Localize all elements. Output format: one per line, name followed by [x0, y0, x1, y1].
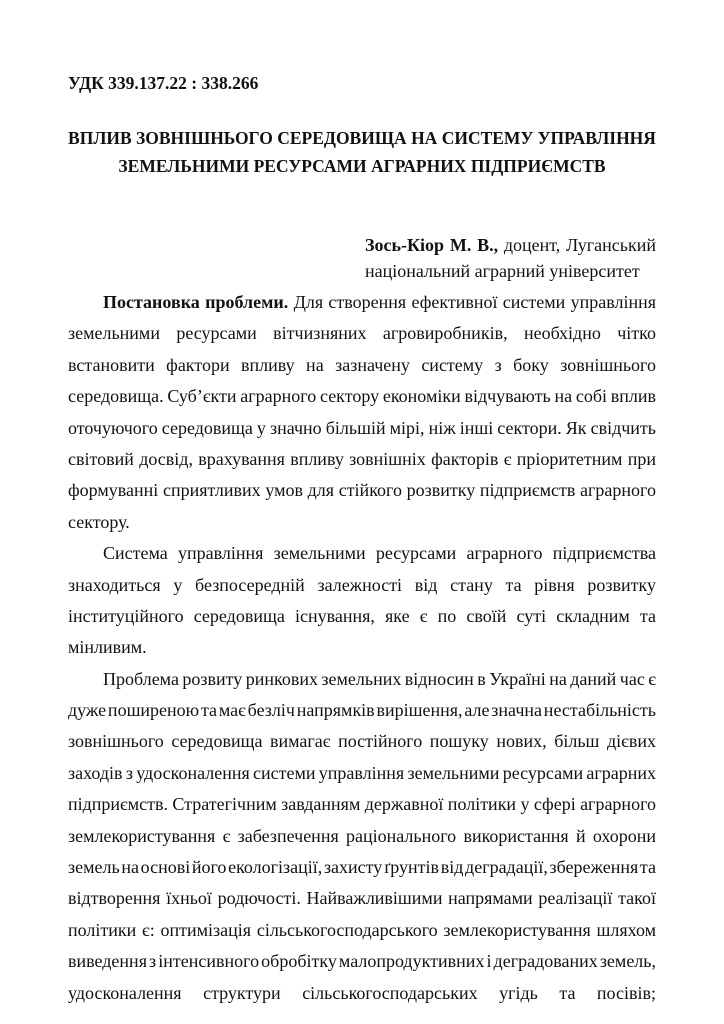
paragraph-line: формуванні сприятливих умов для стійкого розвитку підприємств аграрного: [68, 480, 656, 501]
paragraph-line: удосконалення структури сільськогосподарських угідь та посівів;: [68, 982, 656, 1003]
paragraph-line: інституційного середовища існування, яке є по своїй суті складним та: [68, 605, 656, 626]
paragraph-line: середовища. Суб’єкти аграрного сектору економіки відчувають на собі вплив: [68, 386, 656, 407]
paragraph-line: підприємств. Стратегічним завданням державної політики у сфері аграрного: [68, 794, 656, 815]
title-line: ВПЛИВ ЗОВНІШНЬОГО СЕРЕДОВИЩА НА СИСТЕМУ УПРАВЛІННЯ: [68, 128, 656, 148]
paragraph-land-relations: [68, 664, 656, 1009]
paragraph-line: встановити фактори впливу на зазначену систему з боку зовнішнього: [68, 354, 656, 375]
paragraph-line: сектору.: [68, 511, 130, 532]
article-body: [68, 287, 656, 1009]
author-name: Зось-Кіор М. В.,: [365, 235, 499, 255]
paragraph-line: Постановка проблеми. Для створення ефективної системи управління: [103, 292, 657, 312]
paragraph-management-system: [68, 538, 656, 664]
author-line: Зось-Кіор М. В., доцент, Луганський: [365, 235, 657, 255]
article-title: [68, 124, 656, 180]
paragraph-line: відтворення їхньої родючості. Найважливішими напрямами реалізації такої: [68, 888, 656, 909]
paragraph-line: знаходиться у безпосередній залежності від стану та рівня розвитку: [68, 574, 656, 595]
paragraph-problem-statement: [68, 287, 656, 538]
section-lead: Постановка проблеми.: [103, 292, 289, 312]
paragraph-line: заходів з удосконалення системи управління земельними ресурсами аграрних: [68, 762, 656, 783]
paragraph-line: світовий досвід, врахування впливу зовнішніх факторів є пріоритетним при: [68, 448, 656, 469]
paragraph-line: Проблема розвиту ринкових земельних відносин в Україні на даний час є: [103, 668, 656, 689]
paragraph-line: зовнішнього середовища вимагає постійного пошуку нових, більш дієвих: [68, 731, 656, 752]
paragraph-line: виведення з інтенсивного обробітку малопродуктивних і деградованих земель,: [68, 951, 656, 972]
paragraph-line: Система управління земельними ресурсами аграрного підприємства: [103, 543, 656, 564]
paragraph-line: дуже поширеною та має безліч напрямків вирішення, але значна нестабільність: [68, 700, 656, 721]
paragraph-line: політики є: оптимізація сільськогосподарського землекористування шляхом: [68, 919, 656, 940]
author-affiliation: національний аграрний університет: [365, 261, 640, 281]
udc-code: УДК 339.137.22 : 338.266: [68, 73, 259, 93]
paragraph-line: землекористування є забезпечення раціонального використання й охорони: [68, 825, 656, 846]
paragraph-line: земельними ресурсами вітчизняних агровиробників, необхідно чітко: [68, 323, 656, 344]
paragraph-line: оточуючого середовища у значно більшій мірі, ніж інші сектори. Як свідчить: [68, 417, 656, 438]
paragraph-line: земель на основі його екологізації, захисту ґрунтів від деградації, збереження та: [68, 857, 656, 878]
title-line: ЗЕМЕЛЬНИМИ РЕСУРСАМИ АГРАРНИХ ПІДПРИЄМСТВ: [118, 156, 606, 176]
paragraph-line: мінливим.: [68, 637, 147, 658]
author-info: [365, 232, 656, 284]
